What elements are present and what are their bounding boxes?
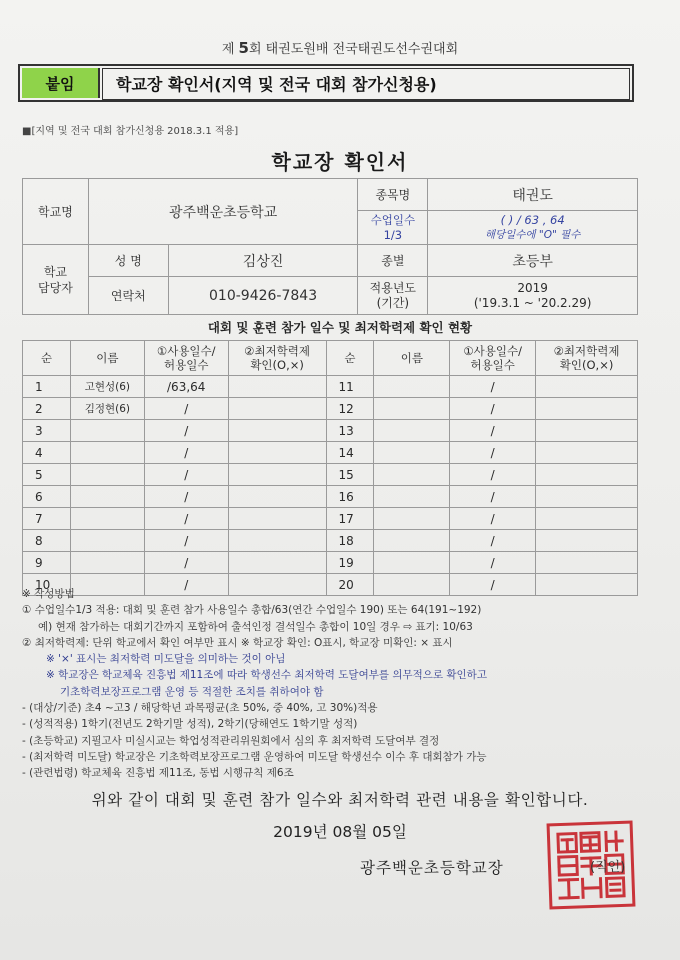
instructions bbox=[22, 586, 662, 782]
row-number: 3 bbox=[23, 420, 71, 442]
check-cell bbox=[536, 552, 638, 574]
document-title: 학교장 확인서 bbox=[271, 150, 409, 174]
days-value-line1: ( ) / 63 , 64 bbox=[500, 212, 565, 227]
days-cell: / bbox=[450, 398, 536, 420]
principal-name: 광주백운초등학교장 bbox=[360, 859, 504, 877]
event-title bbox=[0, 38, 680, 57]
check-cell bbox=[536, 464, 638, 486]
check-cell bbox=[228, 442, 326, 464]
days-value-line2: 해당일수에 "O" 필수 bbox=[484, 228, 581, 241]
row-number: 6 bbox=[23, 486, 71, 508]
row-number: 9 bbox=[23, 552, 71, 574]
days-cell: / bbox=[144, 420, 228, 442]
days-cell: / bbox=[144, 464, 228, 486]
days-cell: / bbox=[450, 574, 536, 596]
row-number: 5 bbox=[23, 464, 71, 486]
header-days-line2: 허용일수 bbox=[164, 358, 209, 372]
row-number: 20 bbox=[326, 574, 374, 596]
days-cell: / bbox=[144, 442, 228, 464]
seal-label: (직인) bbox=[590, 860, 626, 875]
row-number: 8 bbox=[23, 530, 71, 552]
check-cell bbox=[228, 420, 326, 442]
check-cell bbox=[228, 508, 326, 530]
row-number: 12 bbox=[326, 398, 374, 420]
header-days-line1-right: ①사용일수/ bbox=[463, 344, 522, 358]
year-value-line1: 2019 bbox=[517, 280, 548, 295]
check-cell bbox=[536, 398, 638, 420]
division-value: 초등부 bbox=[428, 245, 638, 277]
section-title: 대회 및 훈련 참가 일수 및 최저학력제 확인 현황 bbox=[207, 320, 473, 335]
check-cell bbox=[536, 530, 638, 552]
student-name bbox=[70, 486, 144, 508]
manager-label-line2: 담당자 bbox=[38, 280, 73, 295]
check-cell bbox=[536, 420, 638, 442]
student-name bbox=[374, 376, 450, 398]
row-number: 14 bbox=[326, 442, 374, 464]
table-row bbox=[23, 442, 638, 464]
confirmation-statement: 위와 같이 대회 및 훈련 참가 일수와 최저학력 관련 내용을 확인합니다. bbox=[91, 791, 589, 809]
manager-label bbox=[23, 245, 89, 315]
header-seq-right: 순 bbox=[326, 341, 374, 376]
year-label-line2: (기간) bbox=[376, 295, 410, 310]
row-number: 17 bbox=[326, 508, 374, 530]
attachment-tag: 붙임 bbox=[22, 68, 100, 98]
student-name bbox=[374, 530, 450, 552]
days-cell: / bbox=[450, 376, 536, 398]
instructions-heading: ※ 작성방법 bbox=[22, 588, 75, 600]
student-name bbox=[374, 552, 450, 574]
row-number: 4 bbox=[23, 442, 71, 464]
instruction-line: - (초등학교) 지필고사 미실시교는 학업성적관리위원회에서 심의 후 최저학력 도달여부 결정 bbox=[22, 734, 440, 747]
event-number: 5 bbox=[238, 39, 249, 57]
check-cell bbox=[228, 464, 326, 486]
name-label: 성 명 bbox=[88, 245, 168, 277]
name-value: 김상진 bbox=[168, 245, 358, 277]
student-name bbox=[374, 486, 450, 508]
issue-date: 2019년 08월 05일 bbox=[273, 823, 407, 841]
instruction-line: 예) 현재 참가하는 대회기간까지 포함하여 출석인정 결석일수 총합이 10일 경우 ⇨ 표기: 10/63 bbox=[38, 620, 473, 633]
student-name bbox=[70, 442, 144, 464]
table-row bbox=[23, 376, 638, 398]
days-label-line1: 수업일수 bbox=[370, 212, 416, 227]
school-info-table bbox=[22, 178, 638, 315]
row-number: 2 bbox=[23, 398, 71, 420]
event-title-prefix: 제 bbox=[221, 42, 235, 57]
header-check bbox=[228, 341, 326, 376]
instruction-line: ② 최저학력제: 단위 학교에서 확인 여부만 표시 ※ 학교장 확인: O표시, 학교장 미확인: × 표시 bbox=[22, 636, 453, 649]
header-check-line1-right: ②최저학력제 bbox=[553, 344, 620, 358]
school-label: 학교명 bbox=[23, 179, 89, 245]
sport-label: 종목명 bbox=[358, 179, 428, 211]
table-row bbox=[23, 552, 638, 574]
days-cell: / bbox=[144, 552, 228, 574]
days-cell: / bbox=[450, 508, 536, 530]
student-name bbox=[70, 530, 144, 552]
form-title: 학교장 확인서(지역 및 전국 대회 참가신청용) bbox=[116, 74, 437, 94]
student-name bbox=[70, 464, 144, 486]
instruction-line: 기초학력보장프로그램 운영 등 적절한 조치를 취하여야 함 bbox=[60, 685, 324, 698]
table-row bbox=[23, 508, 638, 530]
days-cell: / bbox=[144, 530, 228, 552]
days-value bbox=[428, 211, 638, 245]
table-row bbox=[23, 486, 638, 508]
school-value: 광주백운초등학교 bbox=[88, 179, 358, 245]
days-cell: / bbox=[450, 552, 536, 574]
days-cell: / bbox=[450, 486, 536, 508]
applied-note: ■[지역 및 전국 대회 참가신청용 2018.3.1 적용] bbox=[22, 126, 239, 137]
check-cell bbox=[228, 530, 326, 552]
row-number: 7 bbox=[23, 508, 71, 530]
row-number: 11 bbox=[326, 376, 374, 398]
days-cell: / bbox=[144, 508, 228, 530]
check-cell bbox=[228, 398, 326, 420]
header-days-right bbox=[450, 341, 536, 376]
row-number: 19 bbox=[326, 552, 374, 574]
instruction-line: - (성적적용) 1학기(전년도 2학기말 성적), 2학기(당해연도 1학기말 성적) bbox=[22, 718, 358, 731]
table-row bbox=[23, 420, 638, 442]
header-check-line1: ②최저학력제 bbox=[244, 344, 311, 358]
division-label: 종별 bbox=[358, 245, 428, 277]
header-days-line1: ①사용일수/ bbox=[156, 344, 216, 358]
header-days-line2-right: 허용일수 bbox=[470, 358, 515, 372]
days-cell: / bbox=[450, 530, 536, 552]
header-check-line2-right: 확인(O,×) bbox=[559, 358, 614, 372]
days-cell: / bbox=[144, 398, 228, 420]
row-number: 18 bbox=[326, 530, 374, 552]
student-name bbox=[374, 398, 450, 420]
instruction-line: - (관련법령) 학교체육 진흥법 제11조, 동법 시행규칙 제6조 bbox=[22, 767, 294, 780]
student-name bbox=[374, 442, 450, 464]
year-label bbox=[358, 277, 428, 315]
row-number: 10 bbox=[23, 574, 71, 596]
row-number: 1 bbox=[23, 376, 71, 398]
header-check-right bbox=[536, 341, 638, 376]
table-row bbox=[23, 464, 638, 486]
row-number: 16 bbox=[326, 486, 374, 508]
row-number: 13 bbox=[326, 420, 374, 442]
sport-value: 태권도 bbox=[428, 179, 638, 211]
table-row bbox=[23, 398, 638, 420]
header-name: 이름 bbox=[70, 341, 144, 376]
days-label bbox=[358, 211, 428, 245]
student-name bbox=[70, 508, 144, 530]
year-value bbox=[428, 277, 638, 315]
days-cell: / bbox=[450, 464, 536, 486]
check-cell bbox=[228, 376, 326, 398]
days-label-line2: 1/3 bbox=[383, 227, 403, 242]
instruction-line: ① 수업일수1/3 적용: 대회 및 훈련 참가 사용일수 총합/63(연간 수업일수 190) 또는 64(191~192) bbox=[22, 604, 482, 617]
year-value-line2: ('19.3.1 ~ '20.2.29) bbox=[473, 295, 592, 310]
manager-label-line1: 학교 bbox=[43, 264, 68, 279]
student-name bbox=[374, 420, 450, 442]
days-cell: / bbox=[144, 574, 228, 596]
instruction-line: - (대상/기준) 초4 ~고3 / 해당학년 과목평균(초 50%, 중 40%, 고 30%)적용 bbox=[22, 702, 378, 715]
check-cell bbox=[536, 508, 638, 530]
header-name-right: 이름 bbox=[374, 341, 450, 376]
student-name bbox=[374, 508, 450, 530]
student-name bbox=[374, 464, 450, 486]
student-name bbox=[70, 552, 144, 574]
participation-table bbox=[22, 340, 638, 596]
days-cell: / bbox=[450, 442, 536, 464]
check-cell bbox=[536, 376, 638, 398]
contact-label: 연락처 bbox=[88, 277, 168, 315]
form-header bbox=[18, 64, 634, 102]
days-cell: / bbox=[450, 420, 536, 442]
student-name bbox=[70, 420, 144, 442]
instruction-line: ※ 학교장은 학교체육 진흥법 제11조에 따라 학생선수 최저학력 도달여부를 의무적으로 확인하고 bbox=[46, 669, 487, 682]
year-label-line1: 적용년도 bbox=[369, 280, 417, 295]
days-cell: /63,64 bbox=[144, 376, 228, 398]
instruction-line: ※ '×' 표시는 최저학력 미도달을 의미하는 것이 아님 bbox=[46, 653, 286, 666]
event-title-rest: 회 태권도원배 전국태권도선수권대회 bbox=[248, 42, 459, 57]
instruction-line: - (최저학력 미도달) 학교장은 기초학력보장프로그램 운영하여 미도달 학생선수 이수 후 대회참가 가능 bbox=[22, 750, 487, 763]
student-name: 김정현(6) bbox=[70, 398, 144, 420]
check-cell bbox=[228, 486, 326, 508]
check-cell bbox=[536, 442, 638, 464]
row-number: 15 bbox=[326, 464, 374, 486]
days-cell: / bbox=[144, 486, 228, 508]
header-check-line2: 확인(O,×) bbox=[250, 358, 304, 372]
contact-value: 010-9426-7843 bbox=[168, 277, 358, 315]
table-header-row bbox=[23, 341, 638, 376]
check-cell bbox=[536, 486, 638, 508]
header-seq: 순 bbox=[23, 341, 71, 376]
table-row bbox=[23, 530, 638, 552]
check-cell bbox=[228, 552, 326, 574]
header-days bbox=[144, 341, 228, 376]
student-name: 고현성(6) bbox=[70, 376, 144, 398]
